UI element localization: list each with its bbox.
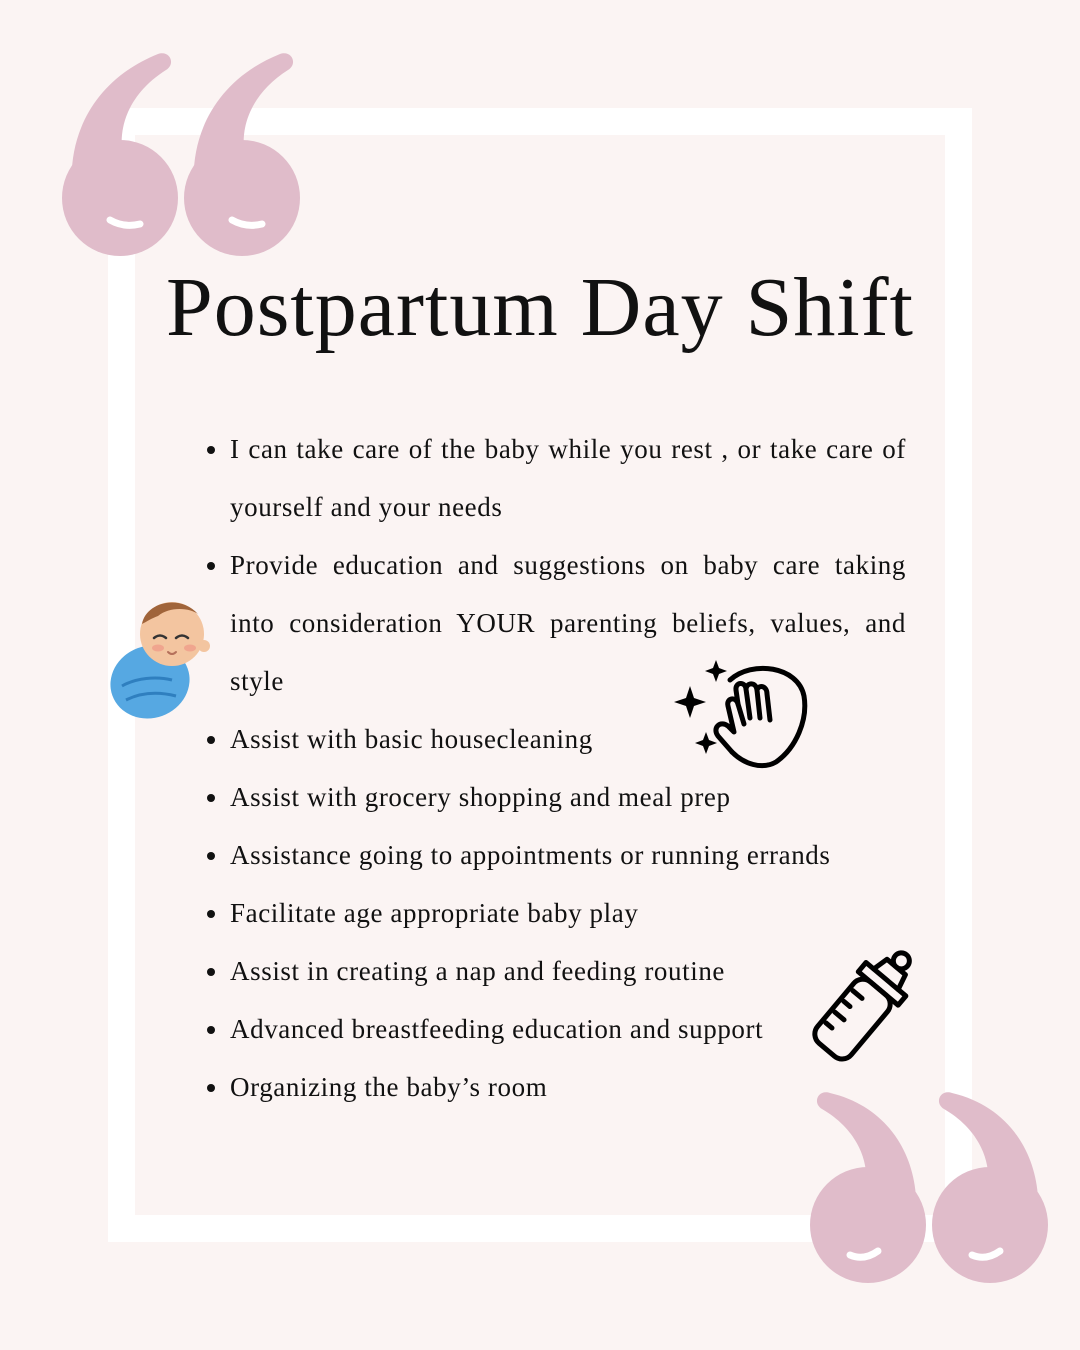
list-item: • Assistance going to appointments or running errands bbox=[230, 826, 906, 884]
list-item: • Facilitate age appropriate baby play bbox=[230, 884, 906, 942]
baby-bottle-icon bbox=[800, 938, 932, 1068]
list-item: • Provide education and suggestions on baby care taking into consideration YOUR parenting beliefs, values, and style bbox=[230, 536, 906, 710]
list-item: • Organizing the baby’s room bbox=[230, 1058, 906, 1116]
open-quote-icon bbox=[58, 50, 308, 260]
swaddled-baby-icon bbox=[106, 594, 218, 722]
list-item: • Assist with basic housecleaning bbox=[230, 710, 906, 768]
page-title: Postpartum Day Shift bbox=[166, 261, 914, 354]
list-item: • I can take care of the baby while you rest , or take care of yourself and your needs bbox=[230, 420, 906, 536]
cleaning-hands-icon bbox=[672, 656, 812, 770]
list-item: • Assist in creating a nap and feeding routine bbox=[230, 942, 906, 1000]
list-item: • Advanced breastfeeding education and support bbox=[230, 1000, 906, 1058]
list-item: • Assist with grocery shopping and meal prep bbox=[230, 768, 906, 826]
close-quote-icon bbox=[808, 1085, 1058, 1295]
